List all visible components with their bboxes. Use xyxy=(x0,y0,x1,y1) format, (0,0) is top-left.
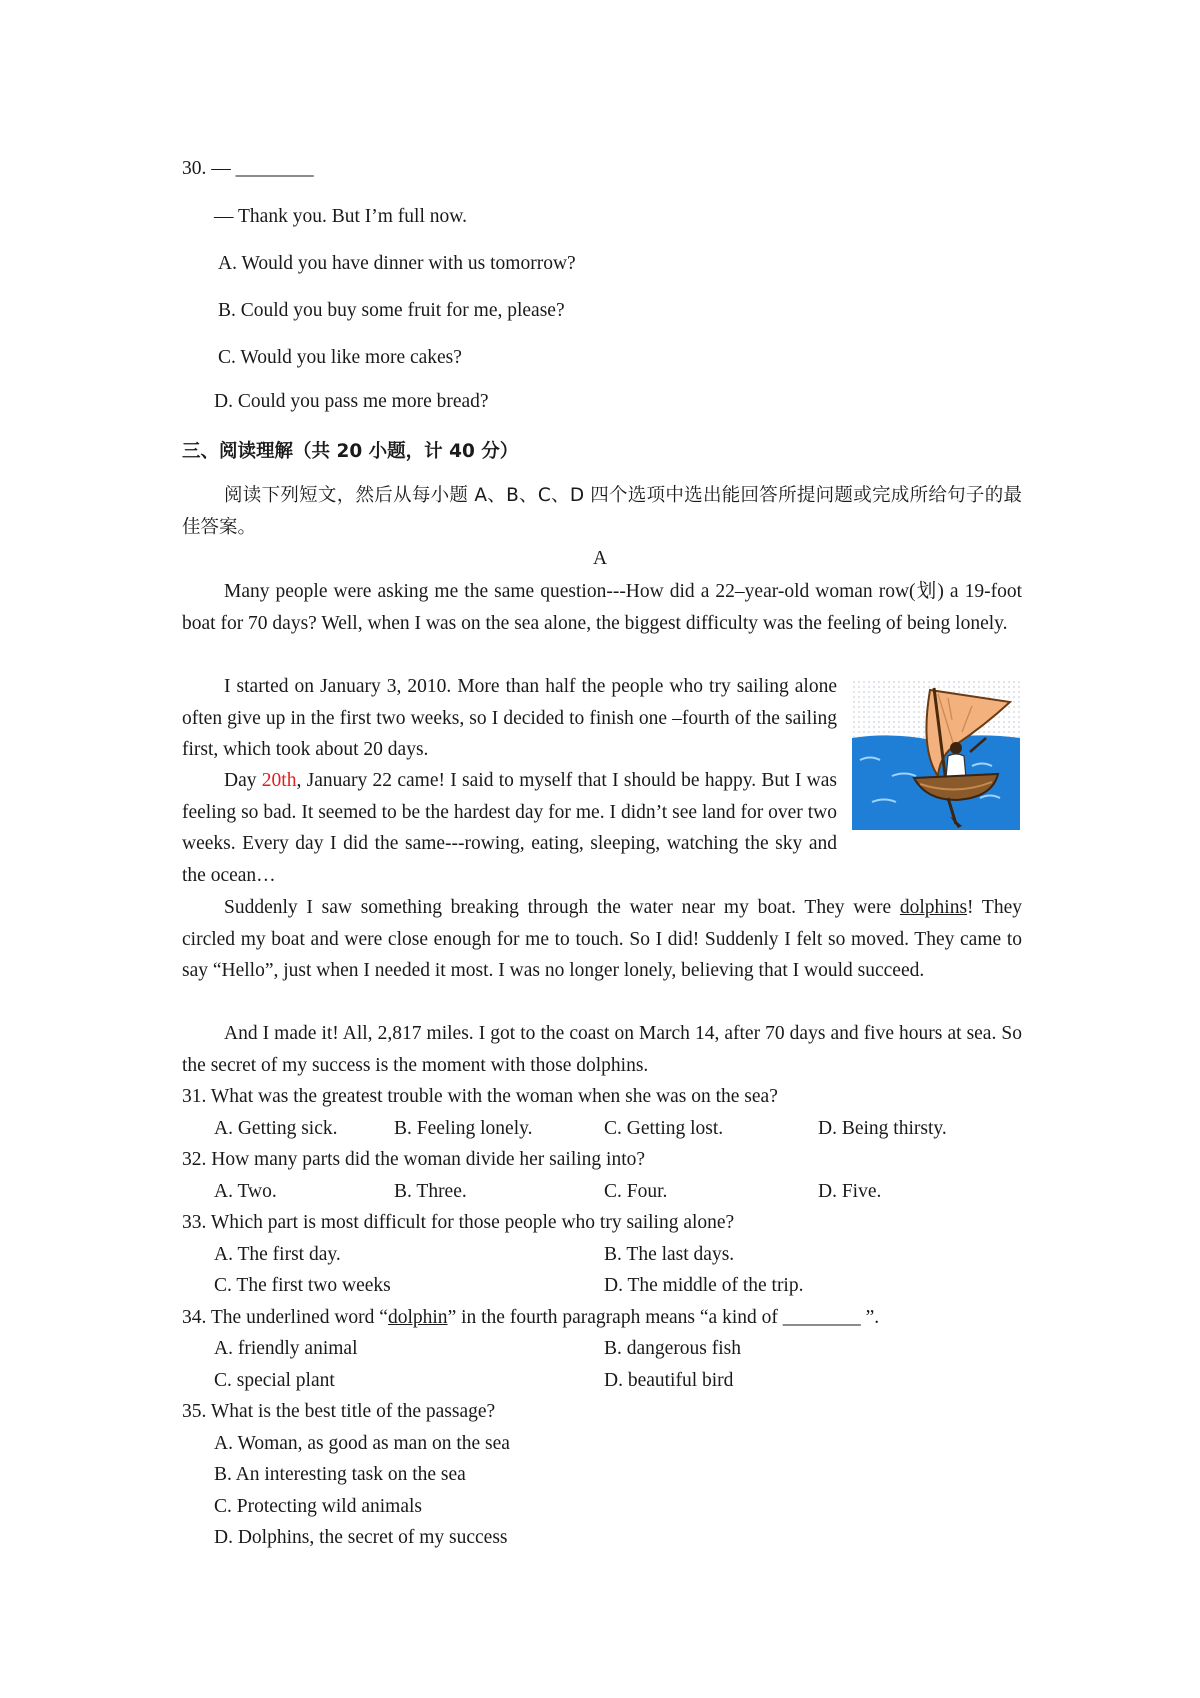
sailboat-illustration xyxy=(852,680,1020,830)
p4-underlined-word: dolphins xyxy=(899,897,968,918)
q35-option-c: C. Protecting wild animals xyxy=(214,1495,422,1517)
p3-rest: , January 22 came! I said to myself that I should be happy. But I was feeling so bad. It seemed to be the hardest day for me. I didn’t see land for over two weeks. Every day I did the same---rowing, eating, sleeping, watching the sky and the ocean… xyxy=(182,770,837,886)
passage-paragraph-5: And I made it! All, 2,817 miles. I got to the coast on March 14, after 70 days and five hours at sea. So the secret of my success is the moment with those dolphins. xyxy=(182,1023,1022,1076)
q34-stem-rest: ” in the fourth paragraph means “a kind of ________ ”. xyxy=(447,1306,880,1328)
q33-option-a: A. The first day. xyxy=(214,1243,341,1265)
q34-option-c: C. special plant xyxy=(214,1369,335,1391)
q34-option-a: A. friendly animal xyxy=(214,1338,358,1359)
q35-option-row-b xyxy=(182,1459,1042,1491)
q34-options-row-2 xyxy=(182,1365,1042,1397)
q31-option-b: B. Feeling lonely. xyxy=(394,1117,533,1139)
questions xyxy=(182,1081,1042,1554)
q31-option-c: C. Getting lost. xyxy=(604,1117,724,1139)
q31-option-a: A. Getting sick. xyxy=(214,1117,338,1139)
q30-option-d: D. Could you pass me more bread? xyxy=(214,391,489,412)
q33-option-c: C. The first two weeks xyxy=(214,1275,391,1296)
q33-option-d: D. The middle of the trip. xyxy=(604,1275,804,1296)
q32-options xyxy=(182,1176,1042,1208)
q30-option-b: B. Could you buy some fruit for me, please? xyxy=(218,300,565,321)
q31-stem: 31. What was the greatest trouble with the woman when she was on the sea? xyxy=(182,1086,778,1107)
q35-option-row-d xyxy=(182,1522,1042,1554)
q30-stem: 30. — ________ xyxy=(182,158,314,179)
section-title: 三、阅读理解（共 20 小题，计 40 分） xyxy=(182,441,519,462)
q35-stem: 35. What is the best title of the passage? xyxy=(182,1401,496,1422)
q34-option-b: B. dangerous fish xyxy=(604,1338,742,1359)
q30-option-a: A. Would you have dinner with us tomorrow? xyxy=(218,253,576,274)
q32-stem: 32. How many parts did the woman divide her sailing into? xyxy=(182,1149,646,1170)
q34-stem xyxy=(182,1302,1042,1334)
q33-option-b: B. The last days. xyxy=(604,1243,735,1265)
p4-rest: ! They circled my boat and were close enough for me to touch. So I did! Suddenly I felt so moved. They came to say “Hello”, just when I needed it most. I was no longer lonely, believing that I would succeed. xyxy=(182,897,1022,981)
q33-options-row-2 xyxy=(182,1270,1042,1302)
p4-lead: Suddenly I saw something breaking through the water near my boat. They were xyxy=(224,897,900,918)
passage-label: A xyxy=(593,548,608,569)
q34-stem-lead: 34. The underlined word “ xyxy=(182,1306,388,1328)
q32-option-c: C. Four. xyxy=(604,1180,668,1202)
q30-option-c: C. Would you like more cakes? xyxy=(218,347,462,368)
q34-options-row-1 xyxy=(182,1333,1042,1365)
p3-day-highlight: 20th xyxy=(261,770,297,791)
passage-paragraph-4 xyxy=(182,892,1022,987)
q35-option-b: B. An interesting task on the sea xyxy=(214,1464,466,1485)
q32-option-d: D. Five. xyxy=(818,1180,882,1202)
q31-option-d: D. Being thirsty. xyxy=(818,1117,947,1139)
q35-option-d: D. Dolphins, the secret of my success xyxy=(214,1527,508,1548)
q32-option-b: B. Three. xyxy=(394,1180,467,1202)
q35-option-row-a xyxy=(182,1428,1042,1460)
p3-lead: Day xyxy=(224,770,262,791)
q35-option-row-c xyxy=(182,1491,1042,1523)
q33-options-row-1 xyxy=(182,1239,1042,1271)
q33-stem: 33. Which part is most difficult for those people who try sailing alone? xyxy=(182,1212,735,1233)
section-instruction: 阅读下列短文，然后从每小题 A、B、C、D 四个选项中选出能回答所提问题或完成所给句子的最佳答案。 xyxy=(182,485,1022,538)
q34-option-d: D. beautiful bird xyxy=(604,1369,734,1391)
q30-reply: — Thank you. But I’m full now. xyxy=(214,206,467,227)
passage-paragraph-2: I started on January 3, 2010. More than half the people who try sailing alone often give up in the first two weeks, so I decided to finish one –fourth of the sailing first, which took about 20 days. xyxy=(182,676,837,760)
q31-options xyxy=(182,1113,1042,1145)
q35-option-a: A. Woman, as good as man on the sea xyxy=(214,1432,510,1454)
q34-underlined-word: dolphin xyxy=(387,1306,448,1328)
passage-paragraph-3 xyxy=(182,765,837,891)
passage-paragraph-1: Many people were asking me the same question---How did a 22–year-old woman row(划) a 19-foot boat for 70 days? Well, when I was on the sea alone, the biggest difficulty was the feeling of being lonely. xyxy=(182,581,1022,634)
q32-option-a: A. Two. xyxy=(214,1180,277,1202)
